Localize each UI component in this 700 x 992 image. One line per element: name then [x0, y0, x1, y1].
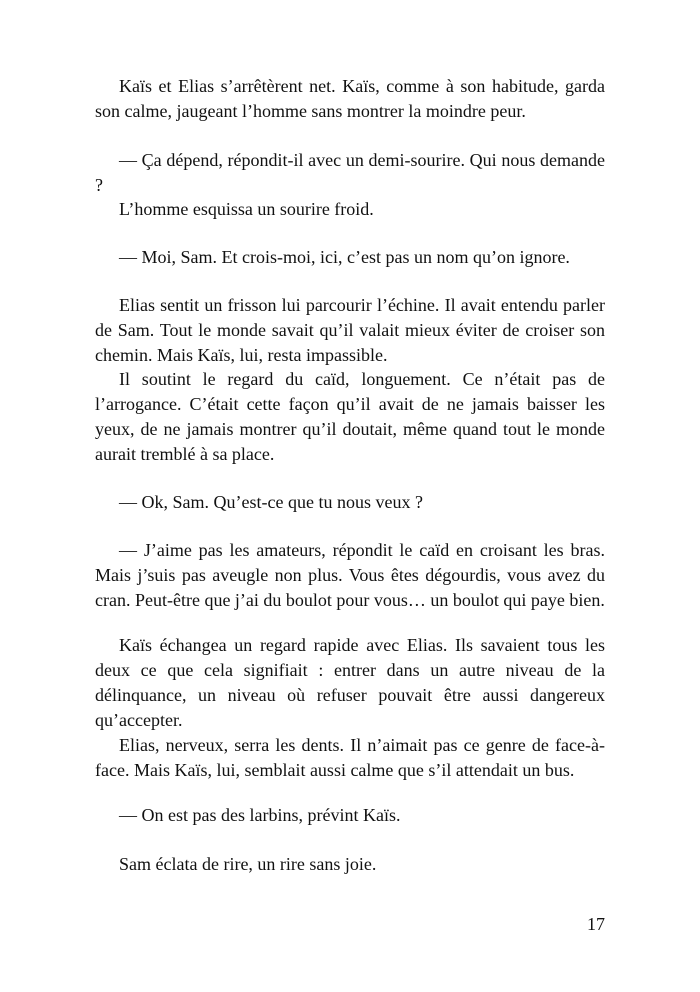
- paragraph-4: — Moi, Sam. Et crois-moi, ici, c’est pas un nom qu’on ignore.: [119, 247, 570, 267]
- paragraph-11: — On est pas des larbins, prévint Kaïs.: [119, 805, 401, 825]
- paragraph-8: — J’aime pas les amateurs, répondit le caïd en croisant les bras. Mais j’suis pas aveugle non plus. Vous êtes dégourdis, vous avez du cran. Peut-être que j’ai du boulot pour vous… un boulot qui paye bien.: [95, 540, 605, 610]
- paragraph-10: Elias, nerveux, serra les dents. Il n’aimait pas ce genre de face-à-face. Mais Kaïs, lui, semblait aussi calme que s’il attendait un bus.: [95, 735, 605, 780]
- paragraph-9: Kaïs échangea un regard rapide avec Elias. Ils savaient tous les deux ce que cela signifiait : entrer dans un autre niveau de la délinquance, un niveau où refuser pouvait être aussi dangereux qu’accepter.: [95, 635, 605, 730]
- paragraph-2: — Ça dépend, répondit-il avec un demi-sourire. Qui nous demande ?: [95, 150, 605, 195]
- page-number: 17: [587, 914, 605, 934]
- paragraph-3: L’homme esquissa un sourire froid.: [119, 199, 374, 219]
- paragraph-1: Kaïs et Elias s’arrêtèrent net. Kaïs, comme à son habitude, garda son calme, jaugeant l’homme sans montrer la moindre peur.: [95, 76, 605, 121]
- paragraph-5: Elias sentit un frisson lui parcourir l’échine. Il avait entendu parler de Sam. Tout le monde savait qu’il valait mieux éviter de croiser son chemin. Mais Kaïs, lui, resta impassible.: [95, 295, 605, 365]
- paragraph-6: Il soutint le regard du caïd, longuement. Ce n’était pas de l’arrogance. C’était cette façon qu’il avait de ne jamais baisser les yeux, de ne jamais montrer qu’il doutait, même quand tout le monde aurait tremblé à sa place.: [95, 369, 605, 464]
- paragraph-12: Sam éclata de rire, un rire sans joie.: [119, 854, 377, 874]
- paragraph-7: — Ok, Sam. Qu’est-ce que tu nous veux ?: [119, 492, 423, 512]
